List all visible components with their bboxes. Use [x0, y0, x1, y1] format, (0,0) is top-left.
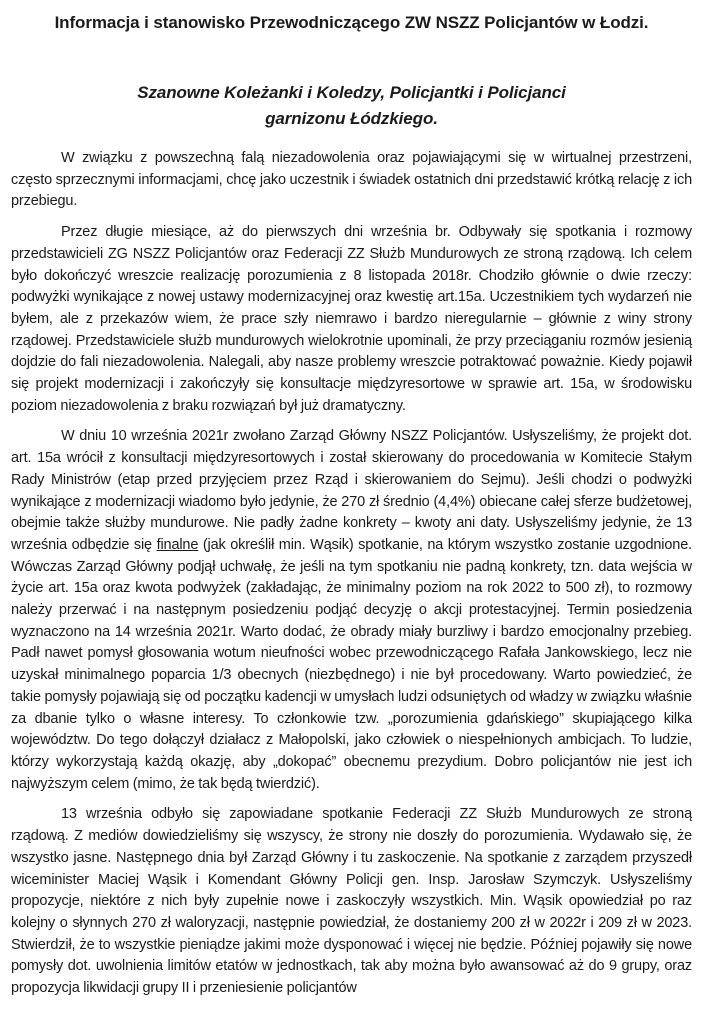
- document-body: [11, 148, 692, 1000]
- paragraph-negotiations-history: Przez długie miesiące, aż do pierwszych dni września br. Odbywały się spotkania i rozmowy przedstawicieli ZG NSZZ Policjantów oraz Federacji ZZ Służb Mundurowych ze stroną rządową. Ich celem było dokończyć wreszcie realizację porozumienia z 8 listopada 2018r. Chodziło głównie o dwie rzeczy: podwyżki wynikające z nowej ustawy modernizacyjnej oraz kwestię art.15a. Uczestnikiem tych wydarzeń nie byłem, ale z przekazów wiem, że prace szły niemrawo i bardzo nieregularnie – głównie z winy strony rządowej. Przedstawiciele służb mundurowych wielokrotnie upominali, że przy przeciąganiu rozmów jesienią dojdzie do fali niezadowolenia. Nalegali, aby nasze problemy wreszcie potraktować poważnie. Kiedy pojawił się projekt modernizacji i zakończyły się konsultacje międzyresortowe w sprawie art. 15a, w środowisku poziom niezadowolenia z braku rozwiązań był już dramatyczny.: [11, 224, 692, 414]
- salutation-line-2: garnizonu Łódzkiego.: [265, 109, 438, 128]
- paragraph-federation-meeting: 13 września odbyło się zapowiadane spotkanie Federacji ZZ Służb Mundurowych ze stroną rządową. Z mediów dowiedzieliśmy się wszyscy, że strony nie doszły do porozumienia. Wydawało się, że wszystko jasne. Następnego dnia był Zarząd Główny i tu zaskoczenie. Na spotkanie z zarządem przyszedł wiceminister Maciej Wąsik i Komendant Główny Policji gen. Insp. Jarosław Szymczyk. Usłyszeliśmy propozycje, niektóre z nich były zupełnie nowe i zaskoczyły wszystkich. Min. Wąsik opowiedział po raz kolejny o słynnych 270 zł waloryzacji, następnie powiedział, że dostaniemy 200 zł w 2022r i 209 zł w 2023. Stwierdził, że to wszystkie pieniądze jakimi może dysponować i więcej nie będzie. Później pojawiły się nowe pomysły dot. uwolnienia limitów etatów w jednostkach, tak aby można było awansować aż do 9 grupy, oraz propozycja likwidacji grupy II i przeniesienie policjantów: [11, 806, 692, 997]
- paragraph-board-meeting: [11, 426, 692, 795]
- salutation: [11, 80, 692, 132]
- document-title: Informacja i stanowisko Przewodniczącego ZW NSZZ Policjantów w Łodzi.: [54, 13, 649, 32]
- paragraph-board-meeting-text-post: (jak określił min. Wąsik) spotkanie, na którym wszystko zostanie uzgodnione. Wówczas Zarząd Główny podjął uchwałę, że jeśli na tym spotkaniu nie padną konkrety, tzn. data wejścia w życie art. 15a oraz kwota podwyżek (zakładając, że minimalny poziom na rok 2022 to 500 zł), to rozmowy należy przerwać i na następnym posiedzeniu podjąć decyzję o akcji protestacyjnej. Termin posiedzenia wyznaczono na 14 września 2021r. Warto dodać, że obrady miały burzliwy i bardzo emocjonalny przebieg. Padł nawet pomysł głosowania wotum nieufności wobec przewodniczącego Rafała Jankowskiego, lecz nie uzyskał minimalnego poparcia 1/3 obecnych (niezbędnego) i nie był procedowany. Warto powiedzieć, że takie pomysły pojawiają się od początku kadencji w umysłach ludzi odsuniętych od władzy w związku właśnie za dbanie tylko o własne interesy. To członkowie tzw. „porozumienia gdańskiego” skupiającego kilka województw. Do tego dołączył działacz z Małopolski, jako człowiek o niespełnionych ambicjach. To ludzie, którzy wykorzystają każdą okazję, aby „dokopać” obecnemu prezydium. Dobro policjantów nie jest ich najwyższym celem (mimo, że tak będą twierdzić).: [11, 536, 692, 792]
- salutation-line-1: Szanowne Koleżanki i Koledzy, Policjantki i Policjanci: [137, 83, 566, 102]
- paragraph-intro: W związku z powszechną falą niezadowolenia oraz pojawiającymi się w wirtualnej przestrzeni, często sprzecznymi informacjami, chcę jako uczestnik i świadek ostatnich dni przedstawić krótką relację z ich przebiegu.: [11, 150, 692, 210]
- paragraph-board-meeting-text-pre: W dniu 10 września 2021r zwołano Zarząd Główny NSZZ Policjantów. Usłyszeliśmy, że projekt dot. art. 15a wrócił z konsultacji międzyresortowych i został skierowany do procedowania w Komitecie Stałym Rady Ministrów (etap przed przyjęciem przez Rząd i skierowaniem do Sejmu). Jeśli chodzi o podwyżki wynikające z modernizacji wiadomo było jedynie, że 270 zł średnio (4,4%) obiecane całej sferze budżetowej, obejmie także służby mundurowe. Nie padły żadne konkrety – kwoty ani daty. Usłyszeliśmy jedynie, że 13 września odbędzie się: [11, 428, 692, 553]
- underlined-word-finalne: finalne: [156, 536, 199, 553]
